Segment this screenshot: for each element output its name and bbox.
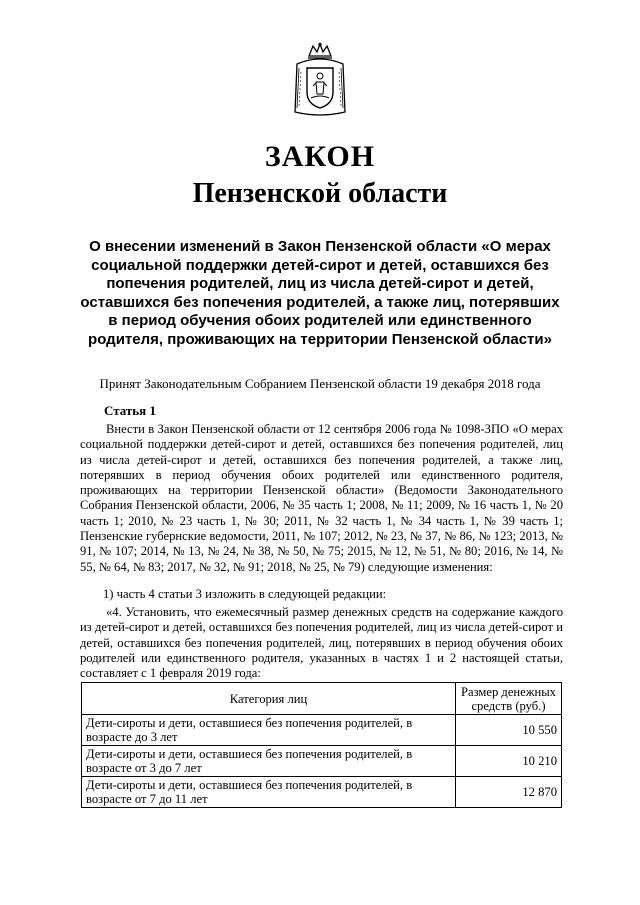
table-row (82, 777, 562, 808)
table-header-category: Категория лиц (82, 683, 456, 715)
table-row (82, 715, 562, 746)
region-title: Пензенской области (192, 178, 448, 209)
intro-paragraph: Внести в Закон Пензенской области от 12 сентября 2006 года № 1098-ЗПО «О мерах социальной поддержки детей-сирот и детей, оставшихся без попечения родителей, лиц из числа детей-сирот и детей, оставшихся без попечения родителей, а также лиц, потерявших в период обучения обоих родителей или единственного родителя, проживающих на территории Пензенской области» (Ведомости Законодательного Собрания Пензенской области, 2006, № 35 часть 1; 2008, № 11; 2009, № 16 часть 1, № 20 часть 1; 2010, № 23 часть 1, № 30; 2011, № 32 часть 1, № 34 часть 1, № 39 часть 1; Пензенские губернские ведомости, 2011, № 107; 2012, № 23, № 37, № 86, № 123; 2013, № 91, № 107; 2014, № 13, № 24, № 38, № 50, № 75; 2015, № 12, № 51, № 80; 2016, № 14, № 55, № 64, № 83; 2017, № 32, № 91; 2018, № 25, № 79) следующие изменения: (80, 422, 563, 574)
table-cell-amount: 10 550 (456, 715, 562, 746)
table-cell-amount: 10 210 (456, 746, 562, 777)
table-header-row (82, 683, 562, 715)
table-row (82, 746, 562, 777)
item-1-paragraph: 1) часть 4 статьи 3 изложить в следующей редакции: (103, 587, 387, 601)
law-title: ЗАКОН (264, 140, 376, 173)
article-heading: Статья 1 (104, 403, 156, 418)
table-cell-category: Дети-сироты и дети, оставшиеся без попечения родителей, в возрасте от 7 до 11 лет (82, 777, 456, 808)
coat-of-arms-icon (289, 42, 351, 118)
allowance-table (81, 682, 562, 808)
table-cell-category: Дети-сироты и дети, оставшиеся без попечения родителей, в возрасте от 3 до 7 лет (82, 746, 456, 777)
table-cell-category: Дети-сироты и дети, оставшиеся без попечения родителей, в возрасте до 3 лет (82, 715, 456, 746)
table-cell-amount: 12 870 (456, 777, 562, 808)
adoption-note: Принят Законодательным Собранием Пензенской области 19 декабря 2018 года (99, 376, 541, 391)
table-header-amount: Размер денежных средств (руб.) (456, 683, 562, 715)
law-subject: О внесении изменений в Закон Пензенской области «О мерах социальной поддержки детей-сирот и детей, оставшихся без попечения родителей, лиц из числа детей-сирот и детей, оставшихся без попечения родителей, а также лиц, потерявших в период обучения обоих родителей или единственного родителя, проживающих на территории Пензенской области» (80, 238, 560, 348)
quoted-paragraph: «4. Установить, что ежемесячный размер денежных средств на содержание каждого из детей-сирот и детей, оставшихся без попечения родителей, лиц из числа детей-сирот и детей, оставшихся без попечения родителей, лиц, потерявших в период обучения обоих родителей или единственного родителя, указанных в частях 1 и 2 настоящей статьи, составляет с 1 февраля 2019 года: (80, 605, 563, 681)
